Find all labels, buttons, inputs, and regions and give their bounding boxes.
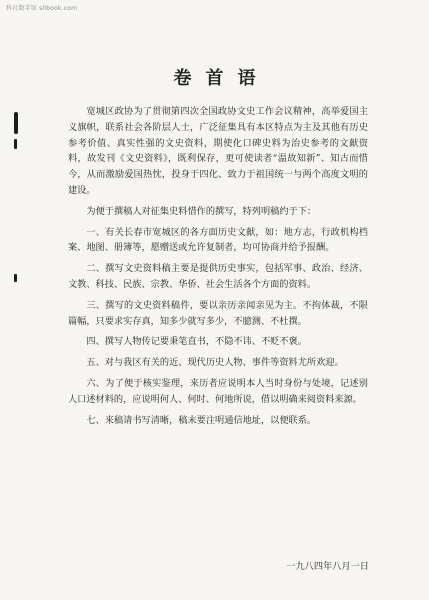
intro-paragraph: 宽城区政协为了贯彻第四次全国政协文史工作会议精神，高举爱国主义旗帜，联系社会各阶层人士，广泛征集具有本区特点为主及其他有历史参考价值、真实性强的文史资料，期使化口碑史料为治史参考的文献资料，故发刊《文史资料》，既利保存，更可使读者“温故知新”、知古而惜今，从而激励爱国热忱，投身于四化、致力于祖国统一与两个高度文明的建设。 (68, 106, 368, 196)
guideline-item-5: 五、对与我区有关的近、现代历史人物、事件等资料尤所欢迎。 (86, 357, 344, 369)
guideline-item-2: 二、撰写文史资料稿主要是提供历史事实，包括军事、政治、经济、文教、科技、民族、宗教、华侨、社会生活各个方面的资料。 (68, 263, 368, 290)
page-title: 卷首语 (173, 68, 270, 89)
guidelines-lead: 为便于撰稿人对征集史料惜作的撰写，特列明稿约于下： (86, 205, 317, 217)
guideline-item-3: 三、撰写的文史资料稿件，要以亲历亲闻亲见为主。不拘体裁，不限篇幅，只要求实存真，知多少就写多少，不臆测、不杜撰。 (68, 299, 368, 327)
library-watermark: 科社数字馆 slibook.com (6, 5, 78, 12)
binding-hole-mark (14, 112, 18, 134)
binding-hole-mark (14, 139, 17, 149)
guideline-item-6: 六、为了便于核实鉴理，来历者应说明本人当时身份与处境，记述别人口述材料的，应说明何人、何时、何地所说，借以明确来阅资料来源。 (68, 377, 368, 405)
guideline-item-4: 四、撰写人物传记要秉笔直书，不隐不讳、不贬不褒。 (86, 336, 307, 348)
preface-body (68, 104, 368, 433)
binding-hole-mark (14, 274, 17, 282)
guideline-item-7: 七、来稿请书写清晰，稿末要注明通信地址，以便联系。 (86, 414, 317, 426)
guideline-item-1: 一、有关长春市宽城区的各方面历史文献，如：地方志，行政机构档案、地图、册簿等，愿赠送或允许复制者，均可协商并给予报酬。 (68, 226, 368, 254)
issue-date: 一九八四年八月一日 (286, 561, 369, 572)
